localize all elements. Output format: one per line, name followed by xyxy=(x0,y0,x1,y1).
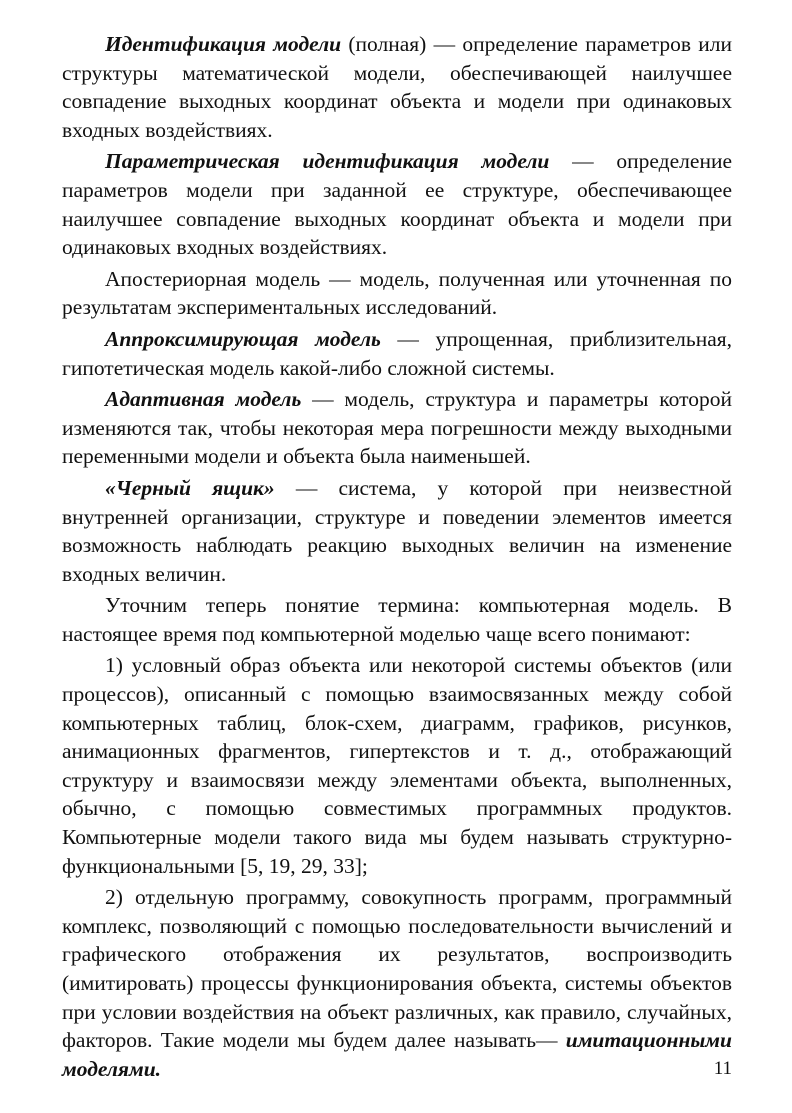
paragraph-a-posteriori-model: Апостериорная модель — модель, полученная или уточненная по результатам экспериментальных исследований. xyxy=(62,266,732,320)
list-item-2-text: 2) отдельную программу, совокупность программ, программный комплекс, позволяющий с помощью последовательности вычислений и графического отображения их результатов, воспроизводить (имитировать) процессы функционирования объекта, системы объектов при условии воздействия на объект различных, как правило, случайных, факторов. Такие модели мы будем далее называть— xyxy=(62,885,732,1053)
paragraph-model-identification xyxy=(62,30,732,144)
list-item-2-simulation xyxy=(62,883,732,1083)
term-model-identification: Идентификация модели xyxy=(105,32,342,56)
definition-parametric-identification: — определение параметров модели при заданной ее структуре, обеспечивающее наилучшее совпадение выходных координат объекта и модели при одинаковых входных воздействиях. xyxy=(62,149,732,260)
term-parametric-identification: Параметрическая идентификация модели xyxy=(105,149,550,174)
list-item-1-structural-functional: 1) условный образ объекта или некоторой системы объектов (или процессов), описанный с помощью взаимосвязанных между собой компьютерных таблиц, блок-схем, диаграмм, графиков, рисунков, анимационных фрагментов, гипертекстов и т. д., отображающий структуру и взаимосвязи между элементами объекта, выполненных, обычно, с помощью совместимых программных продуктов. Компьютерные модели такого вида мы будем называть структурно-функциональными [5, 19, 29, 33]; xyxy=(62,653,732,878)
paragraph-approximating-model xyxy=(62,325,732,382)
paragraph-black-box xyxy=(62,474,732,588)
term-adaptive-model: Адаптивная модель xyxy=(105,387,302,412)
term-approximating-model: Аппроксимирующая модель xyxy=(105,326,381,351)
definition-model-identification: (полная) — определение параметров или структуры математической модели, обеспечивающей наилучшее совпадение выходных координат объекта и модели при одинаковых входных воздействиях. xyxy=(62,32,732,142)
term-black-box: «Черный ящик» xyxy=(105,475,275,500)
page-body xyxy=(62,30,732,1086)
definition-black-box: — система, у которой при неизвестной внутренней организации, структуре и поведении элементов имеется возможность наблюдать реакцию выходных величин на изменение входных величин. xyxy=(62,475,732,586)
definition-approximating-model: — упрощенная, приблизительная, гипотетическая модель какой-либо сложной системы. xyxy=(62,326,733,380)
paragraph-parametric-identification xyxy=(62,147,732,261)
definition-adaptive-model: — модель, структура и параметры которой изменяются так, чтобы некоторая мера погрешности между выходными переменными модели и объекта была наименьшей. xyxy=(62,387,732,469)
term-simulation-models: имитационными моделями. xyxy=(62,1028,732,1081)
paragraph-adaptive-model xyxy=(62,385,732,471)
page-number: 11 xyxy=(713,1058,732,1079)
paragraph-computer-model-intro: Уточним теперь понятие термина: компьютерная модель. В настоящее время под компьютерной моделью чаще всего понимают: xyxy=(62,593,732,646)
